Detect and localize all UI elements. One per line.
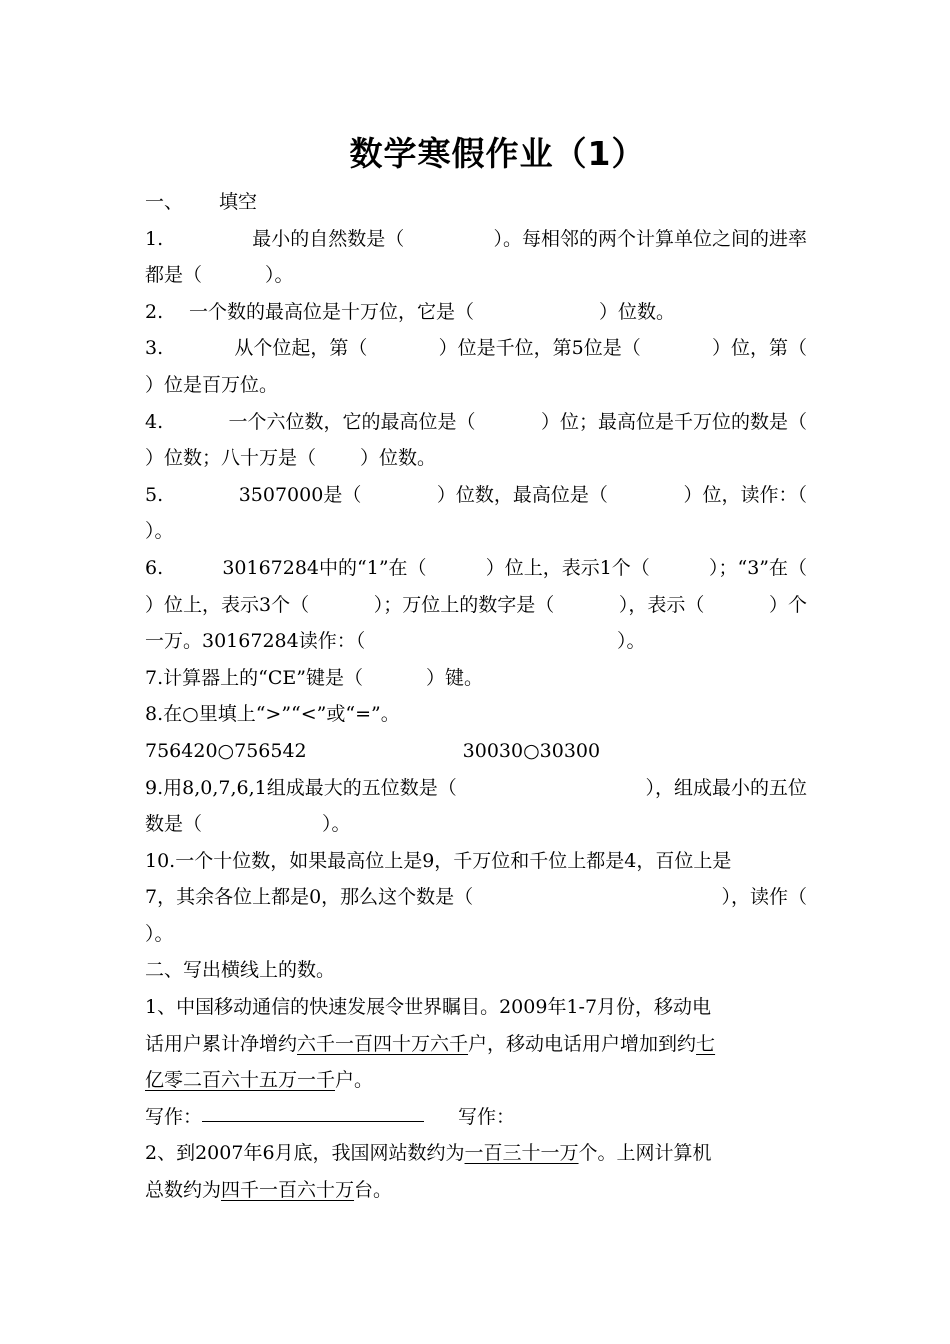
question-text: ）位，读作：（ <box>683 483 807 506</box>
question-text: 从个位起，第（ <box>234 337 368 360</box>
question-text: 7，其余各位上都是0，那么这个数是（ <box>145 886 474 909</box>
question-text: 7.计算器上的“CE”键是（ ）键。 <box>145 666 484 689</box>
paragraph-2-line-1 <box>145 1135 807 1172</box>
question-text: ）位数；八十万是（ ）位数。 <box>145 447 437 470</box>
question-text: ）。 <box>145 520 174 543</box>
question-text: ）位数，最高位是（ <box>436 483 608 506</box>
question-3-line-2 <box>145 367 807 404</box>
paragraph-1-line-2 <box>145 1026 807 1063</box>
question-number: 4. <box>145 410 164 433</box>
question-text: ）；“3”在（ <box>708 556 807 579</box>
paragraph-text: 个。上网计算机 <box>578 1142 712 1165</box>
question-number: 3. <box>145 337 164 360</box>
question-text: 10.一个十位数，如果最高位上是9，千万位和千位上都是4，百位上是 <box>145 849 732 872</box>
question-text: ）位是千位，第5位是（ <box>438 337 641 360</box>
paragraph-text: 2、到2007年6月底，我国网站数约为 <box>145 1142 465 1165</box>
question-number: 2. <box>145 300 164 323</box>
write-label: 写作： <box>458 1105 516 1128</box>
question-text: 一个数的最高位是十万位，它是（ <box>189 300 475 323</box>
question-text: ）位，第（ <box>711 337 807 360</box>
paragraph-text: 户。 <box>335 1069 374 1092</box>
section-1-heading <box>145 184 807 221</box>
question-1-line-1 <box>145 221 807 258</box>
underlined-number-text: 七 <box>696 1032 716 1055</box>
underlined-number-text: 一百三十一万 <box>464 1142 579 1165</box>
comparison-b: 30030○30300 <box>462 739 601 762</box>
question-text: ）。 <box>617 630 646 653</box>
question-10-line-2 <box>145 879 807 916</box>
question-9-line-1 <box>145 770 807 807</box>
question-text: 一万。30167284读作：（ <box>145 630 366 653</box>
question-6-line-2 <box>145 587 807 624</box>
question-text: 一个六位数，它的最高位是（ <box>228 410 476 433</box>
paragraph-text: 总数约为 <box>145 1179 222 1202</box>
write-answer-line <box>145 1099 807 1136</box>
section-2-heading <box>145 952 807 989</box>
answer-blank[interactable] <box>202 1099 424 1122</box>
question-5-line-1 <box>145 477 807 514</box>
paragraph-1-line-3 <box>145 1062 807 1099</box>
question-9-line-2 <box>145 806 807 843</box>
question-text: ）位上，表示1个（ <box>485 556 650 579</box>
write-label: 写作： <box>145 1105 203 1128</box>
question-text: 数是（ ）。 <box>145 813 351 836</box>
paragraph-text: 话用户累计净增约 <box>145 1032 298 1055</box>
question-7 <box>145 660 807 697</box>
question-8-comparisons <box>145 733 807 770</box>
question-text: ），表示（ <box>618 593 705 616</box>
section-title: 二、写出横线上的数。 <box>145 959 336 982</box>
underlined-number-text: 亿零二百六十五万一千 <box>145 1069 336 1092</box>
question-text: ）个 <box>768 593 807 616</box>
worksheet-content <box>145 184 807 1209</box>
question-10-line-1 <box>145 843 807 880</box>
question-6-line-1 <box>145 550 807 587</box>
question-6-line-3 <box>145 623 807 660</box>
paragraph-text: 户，移动电话用户增加到约 <box>468 1032 697 1055</box>
question-5-line-2 <box>145 513 807 550</box>
page-title: 数学寒假作业（1） <box>349 134 646 173</box>
question-3-line-1 <box>145 330 807 367</box>
question-text: ）。 <box>145 922 174 945</box>
question-text: 8.在○里填上“>”“<”或“=”。 <box>145 703 400 726</box>
question-text: 9.用8,0,7,6,1组成最大的五位数是（ <box>145 776 457 799</box>
paragraph-2-line-2 <box>145 1172 807 1209</box>
paragraph-text: 台。 <box>354 1179 393 1202</box>
question-number: 1. <box>145 227 164 250</box>
question-1-line-2 <box>145 257 807 294</box>
question-text: ）；万位上的数字是（ <box>373 593 555 616</box>
question-number: 5. <box>145 483 164 506</box>
question-text: ），组成最小的五位 <box>645 776 807 799</box>
question-2-line-1 <box>145 294 807 331</box>
comparison-a: 756420○756542 <box>145 739 307 762</box>
question-number: 6. <box>145 556 164 579</box>
paragraph-text: 1、中国移动通信的快速发展令世界瞩目。2009年1-7月份，移动电 <box>145 996 712 1019</box>
question-10-line-3 <box>145 916 807 953</box>
question-text: ）位上，表示3个（ <box>145 593 310 616</box>
underlined-number-text: 六千一百四十万六千 <box>297 1032 469 1055</box>
question-text: ）位数。 <box>599 300 676 323</box>
question-text: ），读作（ <box>721 886 807 909</box>
question-8 <box>145 696 807 733</box>
section-title: 填空 <box>219 191 258 213</box>
question-text: 最小的自然数是（ <box>252 227 405 250</box>
question-text: ）。每相邻的两个计算单位之间的进率 <box>493 227 807 250</box>
paragraph-1-line-1 <box>145 989 807 1026</box>
question-text: ）位；最高位是千万位的数是（ <box>540 410 807 433</box>
question-text: ）位是百万位。 <box>145 373 279 396</box>
question-text: 都是（ ）。 <box>145 264 294 287</box>
section-number: 一、 <box>145 191 184 213</box>
question-text: 30167284中的“1”在（ <box>222 556 427 579</box>
question-text: 3507000是（ <box>238 483 362 506</box>
underlined-number-text: 四千一百六十万 <box>221 1179 355 1202</box>
question-4-line-2 <box>145 440 807 477</box>
question-4-line-1 <box>145 404 807 441</box>
